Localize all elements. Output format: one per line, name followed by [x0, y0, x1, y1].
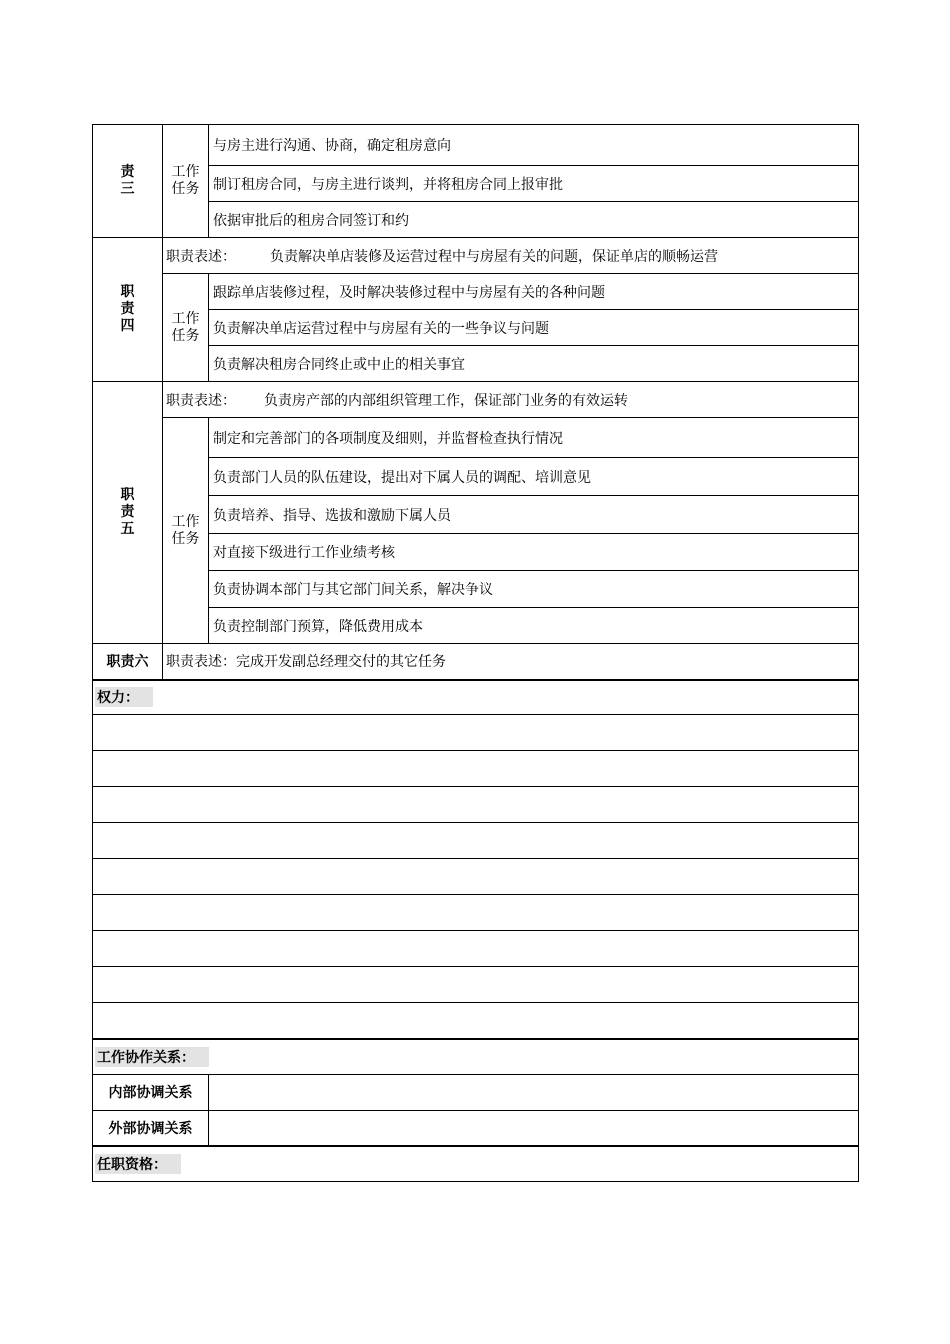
authority-blank-row — [93, 751, 859, 787]
duty5-task-5: 负责协调本部门与其它部门间关系，解决争议 — [209, 571, 859, 608]
duty5-statement-label: 职责表述： — [166, 392, 236, 409]
duty3-task-3: 依据审批后的租房合同签订和约 — [209, 202, 859, 238]
duty4-task-1: 跟踪单店装修过程，及时解决装修过程中与房屋有关的各种问题 — [209, 274, 859, 310]
duty5-task-1: 制定和完善部门的各项制度及细则，并监督检查执行情况 — [209, 418, 859, 458]
duties-table — [92, 124, 859, 1182]
duty3-task-2: 制订租房合同，与房主进行谈判，并将租房合同上报审批 — [209, 166, 859, 202]
duty3-label: 责三 — [120, 164, 135, 197]
duty4-statement: 负责解决单店装修及运营过程中与房屋有关的问题，保证单店的顺畅运营 — [270, 248, 718, 265]
collaboration-title: 工作协作关系： — [95, 1047, 209, 1067]
collaboration-header — [93, 1039, 859, 1074]
duty3-task-label: 工作任务 — [171, 164, 200, 197]
duty4-statement-row — [163, 238, 859, 274]
duty4-task-label: 工作任务 — [171, 310, 200, 344]
duty4-statement-label: 职责表述： — [166, 248, 236, 265]
authority-blank-row — [93, 715, 859, 751]
duty6-statement: 职责表述：完成开发副总经理交付的其它任务 — [163, 644, 859, 680]
duty5-task-2: 负责部门人员的队伍建设，提出对下属人员的调配、培训意见 — [209, 458, 859, 496]
authority-blank-row — [93, 931, 859, 967]
authority-blank-row — [93, 895, 859, 931]
job-description-sheet — [92, 124, 858, 1182]
duty5-task-label-cell — [163, 418, 209, 644]
duty5-task-label: 工作任务 — [171, 513, 200, 547]
authority-blank-row — [93, 823, 859, 859]
duty5-task-4: 对直接下级进行工作业绩考核 — [209, 534, 859, 571]
duty6-label: 职责六 — [93, 644, 163, 680]
authority-blank-row — [93, 1003, 859, 1040]
duty5-label-cell — [93, 382, 163, 644]
internal-collaboration-value — [209, 1074, 859, 1110]
duty4-label-cell — [93, 238, 163, 382]
authority-blank-row — [93, 787, 859, 823]
duty5-statement: 负责房产部的内部组织管理工作，保证部门业务的有效运转 — [264, 392, 628, 409]
external-collaboration-value — [209, 1110, 859, 1146]
duty5-statement-row — [163, 382, 859, 418]
duty3-label-cell — [93, 125, 163, 238]
qualification-header — [93, 1146, 859, 1181]
duty4-task-2: 负责解决单店运营过程中与房屋有关的一些争议与问题 — [209, 310, 859, 346]
authority-title: 权力： — [95, 687, 153, 707]
duty4-label: 职责四 — [120, 284, 135, 334]
duty4-task-3: 负责解决租房合同终止或中止的相关事宜 — [209, 346, 859, 382]
duty4-task-label-cell — [163, 274, 209, 382]
qualification-title: 任职资格： — [95, 1154, 181, 1174]
external-collaboration-label: 外部协调关系 — [93, 1110, 209, 1146]
duty5-task-3: 负责培养、指导、选拔和激励下属人员 — [209, 496, 859, 534]
duty5-task-6: 负责控制部门预算，降低费用成本 — [209, 608, 859, 644]
duty3-task-label-cell — [163, 125, 209, 238]
duty5-label: 职责五 — [120, 487, 135, 537]
internal-collaboration-label: 内部协调关系 — [93, 1074, 209, 1110]
authority-blank-row — [93, 859, 859, 895]
authority-header — [93, 680, 859, 715]
duty3-task-1: 与房主进行沟通、协商，确定租房意向 — [209, 125, 859, 166]
authority-blank-row — [93, 967, 859, 1003]
